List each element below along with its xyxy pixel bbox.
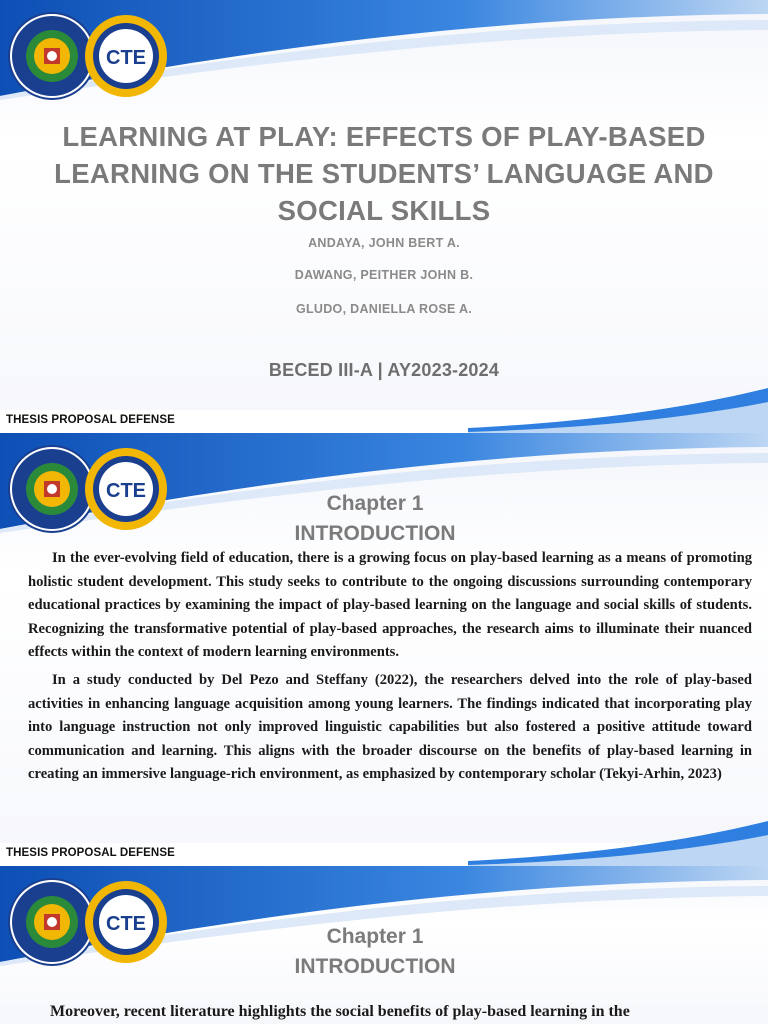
footer-wave-decoration — [468, 821, 768, 866]
logo-group — [8, 12, 178, 102]
chapter-heading — [0, 489, 750, 549]
chapter-number: Chapter 1 — [326, 925, 424, 948]
college-mark: CTE — [106, 480, 146, 502]
college-mark: CTE — [106, 47, 146, 69]
college-seal-logo — [84, 14, 168, 98]
author-name: ANDAYA, JOHN BERT A. — [308, 236, 460, 250]
chapter-heading — [0, 922, 750, 982]
section-label: BECED III-A | AY2023-2024 — [268, 360, 500, 380]
body-paragraph: Moreover, recent literature highlights the social benefits of play-based learning in the — [50, 1003, 630, 1020]
introduction-slide-continued — [0, 866, 768, 1024]
slide-footer — [0, 410, 768, 433]
title-slide — [0, 0, 768, 410]
footer-wave-decoration — [468, 388, 768, 433]
chapter-title: INTRODUCTION — [294, 522, 456, 545]
college-mark: CTE — [106, 913, 146, 935]
author-name: DAWANG, PEITHER JOHN B. — [294, 268, 474, 282]
presentation-title: LEARNING AT PLAY: EFFECTS OF PLAY-BASED LEARNING ON THE STUDENTS’ LANGUAGE AND SOCIAL SKILLS — [54, 121, 714, 226]
author-name: GLUDO, DANIELLA ROSE A. — [295, 302, 473, 316]
footer-label: THESIS PROPOSAL DEFENSE — [6, 414, 175, 426]
footer-label: THESIS PROPOSAL DEFENSE — [6, 847, 175, 859]
body-paragraph: In the ever-evolving field of education, there is a growing focus on play-based learning as a means of promoting holistic student development. This study seeks to contribute to the ongoing discussions surrounding contemporary educational practices by examining the impact of play-based learning on the language and social skills of students. Recognizing the transformative potential of play-based approaches, the research aims to illuminate their nuanced effects within the context of modern learning environments. — [28, 550, 752, 660]
university-seal-logo — [8, 12, 96, 100]
chapter-number: Chapter 1 — [326, 492, 424, 515]
body-paragraph: In a study conducted by Del Pezo and Steffany (2022), the researchers delved into the role of play-based activities in enhancing language acquisition among young learners. The findings indicated that incorporating play into language instruction not only improved linguistic capabilities but also fostered a positive attitude toward communication and learning. This aligns with the broader discourse on the benefits of play-based learning in creating an immersive language-rich environment, as emphasized by contemporary scholar (Tekyi-Arhin, 2023) — [28, 672, 752, 782]
introduction-slide — [0, 433, 768, 843]
slide-footer — [0, 843, 768, 866]
chapter-title: INTRODUCTION — [294, 955, 456, 978]
